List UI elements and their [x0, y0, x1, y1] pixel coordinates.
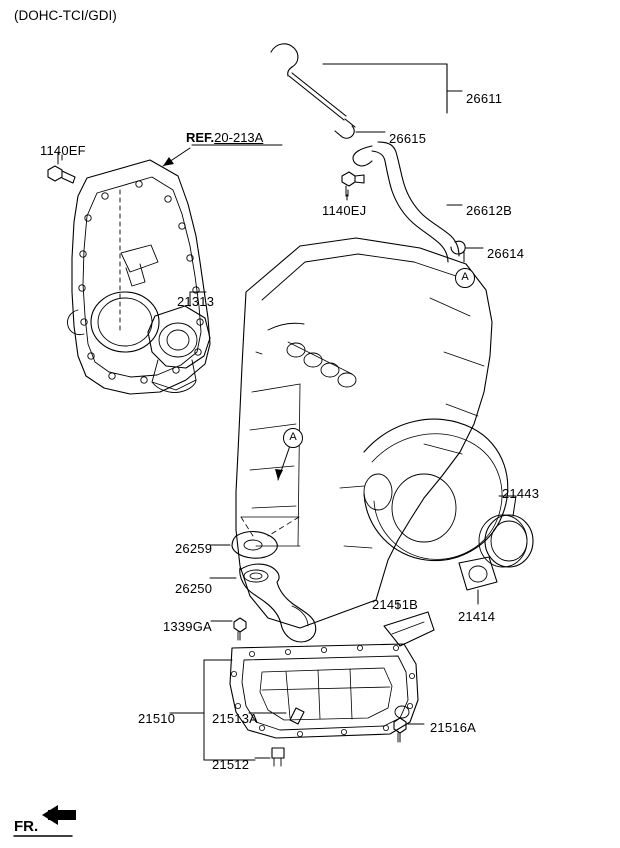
- callout-circle-a-top: A: [455, 268, 475, 288]
- reference-prefix: REF.: [186, 130, 215, 145]
- part-label-26612B: 26612B: [466, 203, 513, 218]
- part-label-26611: 26611: [466, 91, 503, 106]
- part-label-21313: 21313: [177, 294, 215, 309]
- part-label-21414: 21414: [458, 609, 496, 624]
- part-label-26259: 26259: [175, 541, 213, 556]
- diagram-title: (DOHC-TCI/GDI): [14, 8, 117, 23]
- part-label-21443: 21443: [502, 486, 540, 501]
- part-label-21451B: 21451B: [372, 597, 419, 612]
- part-label-21513A: 21513A: [212, 711, 259, 726]
- part-label-21510: 21510: [138, 711, 176, 726]
- part-label-1140EF: 1140EF: [40, 143, 86, 158]
- reference-callout: [186, 130, 263, 145]
- part-label-1339GA: 1339GA: [163, 619, 212, 634]
- part-label-26250: 26250: [175, 581, 213, 596]
- part-label-26614: 26614: [487, 246, 525, 261]
- part-label-1140EJ: 1140EJ: [322, 203, 367, 218]
- part-label-21516A: 21516A: [430, 720, 477, 735]
- front-orientation-label: FR.: [14, 818, 39, 835]
- part-label-26615: 26615: [389, 131, 427, 146]
- reference-value: 20-213A: [214, 130, 264, 145]
- part-label-21512: 21512: [212, 757, 250, 772]
- callout-circle-a-mid: A: [283, 428, 303, 448]
